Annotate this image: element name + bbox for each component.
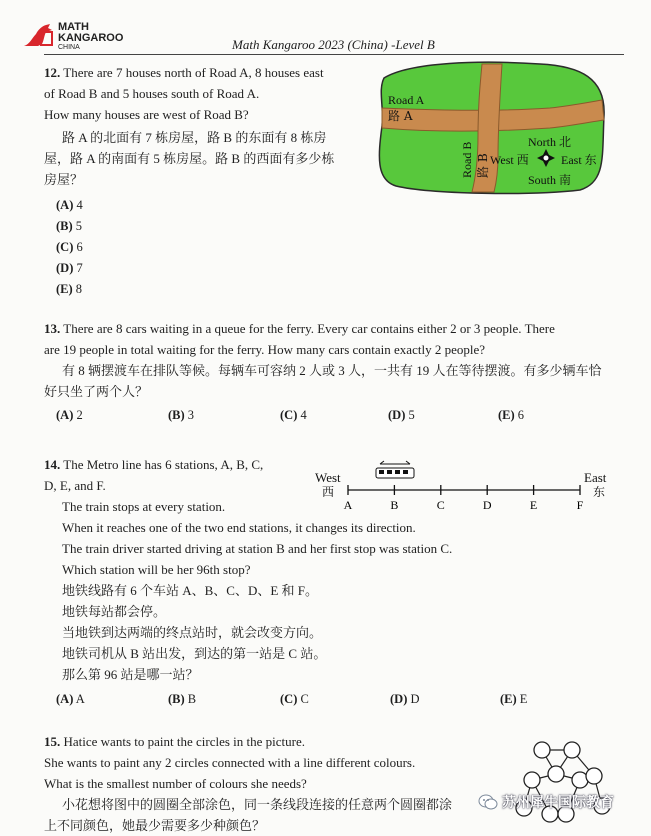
q13-line2: are 19 people in total waiting for the ferry. How many cars contain exactly 2 people?	[44, 342, 485, 357]
q14-line1: The Metro line has 6 stations, A, B, C,	[63, 457, 264, 472]
q12-map	[370, 56, 610, 196]
q14-line2: D, E, and F.	[44, 478, 106, 493]
graph-node	[524, 772, 540, 788]
station-label: C	[436, 498, 445, 512]
q14-line3: The train stops at every station.	[62, 499, 226, 514]
q12-line3: How many houses are west of Road B?	[44, 107, 249, 122]
question-number: 13.	[44, 321, 61, 336]
q15-zh2: 上不同颜色，她最少需要多少种颜色？	[44, 818, 266, 833]
metro-diagram	[310, 460, 622, 512]
q12-zh3: 房屋？	[44, 172, 84, 187]
option-c[interactable]: (C) 6	[56, 240, 83, 254]
header	[0, 0, 651, 56]
page-title: Math Kangaroo 2023 (China) -Level B	[232, 37, 435, 52]
q12-options	[56, 195, 83, 300]
q15-line2: She wants to paint any 2 circles connected with a line different colours.	[44, 755, 416, 770]
q12-line1: There are 7 houses north of Road A, 8 houses east	[63, 65, 324, 80]
header-rule	[44, 54, 624, 55]
road-b-label-zh: 路 B	[476, 153, 490, 178]
question-number: 15.	[44, 734, 61, 749]
option-d[interactable]: (D) 7	[56, 261, 83, 275]
q14-zh1: 地铁线路有 6 个车站 A、B、C、D、E 和 F。	[62, 583, 319, 598]
kangaroo-logo-icon	[22, 22, 56, 48]
compass-west: West 西	[490, 153, 529, 167]
q14-line4: When it reaches one of the two end stations, it changes its direction.	[62, 520, 416, 535]
option-e[interactable]: (E) 6	[498, 408, 525, 422]
option-e[interactable]: (E) E	[500, 692, 528, 706]
graph-node	[548, 766, 564, 782]
compass-south: South 南	[528, 173, 572, 187]
option-a[interactable]: (A) 4	[56, 198, 83, 212]
logo-line3: CHINA	[58, 44, 80, 51]
logo-line1: MATH	[58, 21, 89, 33]
station-label: F	[576, 498, 584, 512]
option-c[interactable]: (C) 4	[280, 408, 307, 422]
option-b[interactable]: (B) 3	[168, 408, 195, 422]
q13-zh1: 有 8 辆摆渡车在排队等候。每辆车可容纳 2 人或 3 人，一共有 19 人在等待摆渡。有多少辆车恰	[62, 363, 602, 378]
logo-line2: KANGAROO	[58, 32, 124, 44]
graph-node	[564, 742, 580, 758]
compass-east: East 东	[561, 153, 597, 167]
option-a[interactable]: (A) A	[56, 692, 85, 706]
q12-zh1: 路 A 的北面有 7 栋房屋，路 B 的东面有 8 栋房	[62, 130, 327, 145]
q12-line2: of Road B and 5 houses south of Road A.	[44, 86, 260, 101]
wechat-icon	[478, 793, 498, 811]
q14-zh5: 那么第 96 站是哪一站？	[62, 667, 199, 682]
q13-zh2: 好只坐了两个人？	[44, 384, 149, 399]
option-e[interactable]: (E) 8	[56, 282, 83, 296]
station-label: A	[343, 498, 353, 512]
q15-zh1: 小花想将图中的圆圈全部涂色，同一条线段连接的任意两个圆圈都涂	[62, 797, 453, 812]
question-number: 12.	[44, 65, 61, 80]
q15-line1: Hatice wants to paint the circles in the picture.	[63, 734, 305, 749]
train-icon	[376, 461, 414, 478]
option-b[interactable]: (B) B	[168, 692, 197, 706]
compass-north: North 北	[528, 135, 571, 149]
west-label-en: West	[315, 470, 341, 485]
station-label: E	[529, 498, 538, 512]
east-label-en: East	[584, 470, 607, 485]
west-label-zh: 西	[322, 485, 335, 499]
option-c[interactable]: (C) C	[280, 692, 309, 706]
q14-line6: Which station will be her 96th stop?	[62, 562, 251, 577]
option-d[interactable]: (D) 5	[388, 408, 415, 422]
station-label: D	[482, 498, 492, 512]
graph-node	[586, 768, 602, 784]
road-a-label-zh: 路 A	[388, 109, 413, 123]
question-12	[44, 62, 364, 190]
option-a[interactable]: (A) 2	[56, 408, 83, 422]
option-b[interactable]: (B) 5	[56, 219, 83, 233]
graph-node	[534, 742, 550, 758]
circle-graph	[510, 732, 614, 830]
q13-line1: There are 8 cars waiting in a queue for the ferry. Every car contains either 2 or 3 people. There	[63, 321, 555, 336]
question-15	[44, 731, 514, 836]
station-label: B	[390, 498, 399, 512]
road-b-label-en: Road B	[460, 141, 474, 178]
road-a-label-en: Road A	[388, 93, 425, 107]
watermark-text: 苏州犀牛国际教育	[502, 795, 614, 811]
q15-line3: What is the smallest number of colours she needs?	[44, 776, 307, 791]
watermark	[478, 790, 614, 814]
q14-line5: The train driver started driving at station B and her first stop was station C.	[62, 541, 453, 556]
q14-zh3: 当地铁到达两端的终点站时，就会改变方向。	[62, 625, 323, 640]
q14-zh4: 地铁司机从 B 站出发，到达的第一站是 C 站。	[62, 646, 327, 661]
question-13	[44, 318, 624, 402]
question-number: 14.	[44, 457, 61, 472]
east-label-zh: 东	[593, 485, 606, 499]
q12-zh2: 屋，路 A 的南面有 5 栋房屋。路 B 的西面有多少栋	[44, 151, 335, 166]
option-d[interactable]: (D) D	[390, 692, 420, 706]
q14-zh2: 地铁每站都会停。	[62, 604, 167, 619]
